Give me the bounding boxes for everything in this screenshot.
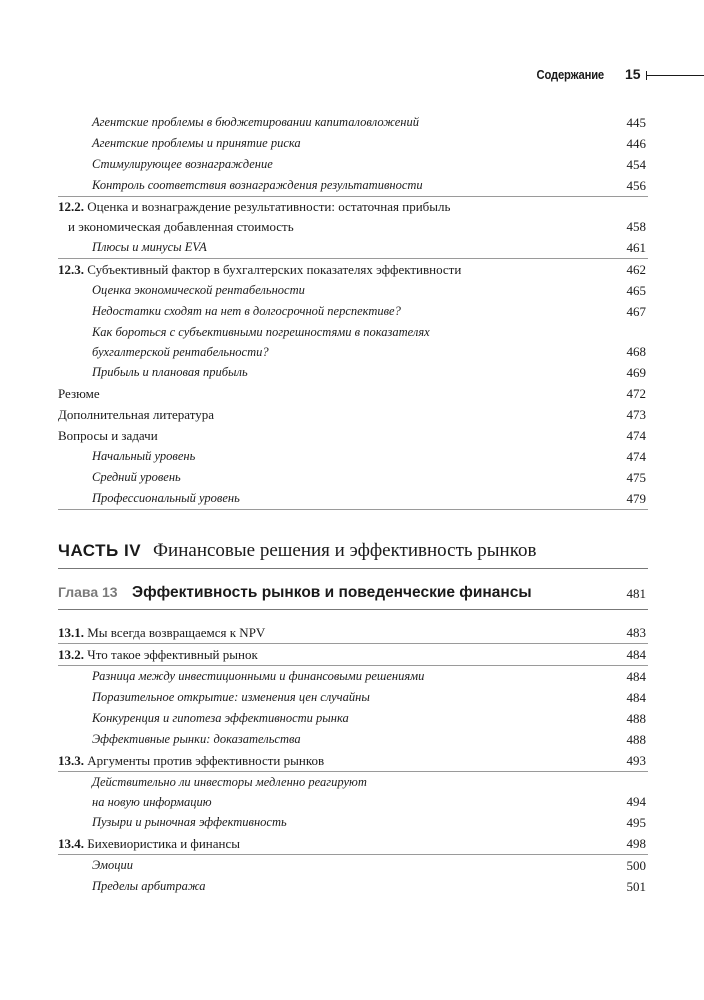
toc-entry-page: 456	[626, 178, 646, 193]
toc-entry-text: Разница между инвестиционными и финансовыми решениями	[92, 669, 425, 683]
toc-entry-title	[58, 237, 648, 258]
toc-subsection-entry	[58, 876, 648, 897]
toc-entry-page: 488	[626, 711, 646, 726]
toc-entry-page: 467	[626, 304, 646, 319]
toc-entry-title	[58, 154, 648, 175]
toc-subsection-entry	[58, 446, 648, 467]
toc-entry-title	[58, 622, 648, 643]
toc-entry-text: Профессиональный уровень	[92, 491, 240, 505]
toc-entry-text: Действительно ли инвесторы медленно реагируют	[92, 775, 367, 789]
toc-entry-page: 474	[626, 449, 646, 464]
part-label: ЧАСТЬ IV	[58, 541, 142, 560]
toc-entry-title	[58, 112, 648, 133]
toc-entry-title	[58, 259, 648, 280]
chapter-label: Глава 13	[58, 584, 118, 600]
running-header-title: Содержание	[536, 68, 604, 82]
toc-entry-page: 501	[626, 879, 646, 894]
toc-subsection-entry	[58, 666, 648, 687]
toc-entry-title	[58, 833, 648, 854]
toc-entry-text: Конкуренция и гипотеза эффективности рынка	[92, 711, 349, 725]
toc-subsection-entry	[58, 175, 648, 197]
toc-subsection-entry	[58, 467, 648, 488]
toc-entry-page: 494	[626, 794, 646, 809]
toc-entry-text: Резюме	[58, 386, 100, 401]
toc-entry-title	[58, 708, 648, 729]
toc-entry-page: 458	[626, 219, 646, 234]
toc-entry-title	[58, 666, 648, 687]
toc-section-entry	[58, 833, 648, 855]
toc-entry-page: 488	[626, 732, 646, 747]
toc-entry-text: Контроль соответствия вознаграждения результативности	[92, 178, 423, 192]
toc-entry-page: 483	[626, 625, 646, 640]
toc-entry-text: Недостатки сходят на нет в долгосрочной перспективе?	[92, 304, 401, 318]
toc-entry-text: Мы всегда возвращаемся к NPV	[87, 625, 266, 640]
toc-subsection-entry	[58, 488, 648, 510]
toc-subsection-entry	[58, 855, 648, 876]
running-header	[0, 66, 704, 86]
toc-entry-title	[58, 301, 648, 322]
toc-entry-text-continued: на новую информацию	[92, 795, 212, 809]
toc-section-entry	[58, 197, 648, 237]
toc-entry-text: Пределы арбитража	[92, 879, 206, 893]
toc-entry-page: 446	[626, 136, 646, 151]
chapter-heading	[58, 584, 648, 610]
part-title: Финансовые решения и эффективность рынков	[153, 540, 537, 561]
toc-entry-page: 473	[626, 407, 646, 422]
toc-entry	[58, 425, 648, 446]
toc-entry-title	[58, 446, 648, 467]
chapter-title: Эффективность рынков и поведенческие финансы	[132, 584, 532, 601]
toc-entry-title	[58, 280, 648, 301]
toc-entry-text: Стимулирующее вознаграждение	[92, 157, 273, 171]
toc-entry-page: 484	[626, 690, 646, 705]
toc-section-entry	[58, 622, 648, 644]
toc-entry-number: 12.3.	[58, 262, 84, 277]
toc-section-top	[58, 112, 648, 510]
toc-entry-title	[58, 425, 648, 446]
toc-entry-title	[58, 488, 648, 509]
toc-entry-text-continued: и экономическая добавленная стоимость	[68, 219, 294, 234]
toc-entry-page: 454	[626, 157, 646, 172]
toc-entry-title	[58, 772, 648, 812]
toc-entry-title	[58, 687, 648, 708]
toc-entry-title	[58, 750, 648, 771]
toc-entry-page: 465	[626, 283, 646, 298]
toc-entry-title	[58, 404, 648, 425]
toc-subsection-entry	[58, 322, 648, 362]
toc-entry-text: Пузыри и рыночная эффективность	[92, 815, 287, 829]
toc-entry-text: Начальный уровень	[92, 449, 196, 463]
toc-entry	[58, 383, 648, 404]
toc-entry-title	[58, 855, 648, 876]
toc-entry-text: Оценка и вознаграждение результативности: остаточная прибыль	[87, 199, 451, 214]
toc-entry-title	[58, 133, 648, 154]
header-rule	[646, 75, 704, 76]
toc-subsection-entry	[58, 154, 648, 175]
toc-subsection-entry	[58, 237, 648, 259]
toc-subsection-entry	[58, 133, 648, 154]
toc-entry-page: 462	[626, 262, 646, 277]
toc-entry-page: 469	[626, 365, 646, 380]
toc-subsection-entry	[58, 280, 648, 301]
toc-entry-text: Вопросы и задачи	[58, 428, 158, 443]
toc-entry-text: Как бороться с субъективными погрешностями в показателях	[92, 325, 430, 339]
toc-entry-number: 12.2.	[58, 199, 84, 214]
toc-entry-page: 474	[626, 428, 646, 443]
toc-subsection-entry	[58, 729, 648, 750]
toc-entry-page: 484	[626, 669, 646, 684]
toc-subsection-entry	[58, 772, 648, 812]
toc-entry-page: 479	[626, 491, 646, 506]
toc-entry-text: Средний уровень	[92, 470, 181, 484]
toc-entry-title	[58, 175, 648, 196]
toc-subsection-entry	[58, 301, 648, 322]
toc-section-entry	[58, 259, 648, 280]
toc-entry-title	[58, 729, 648, 750]
toc-entry-title	[58, 197, 648, 237]
toc-section-entry	[58, 644, 648, 666]
header-rule-tick	[646, 71, 647, 80]
toc-entry-page: 472	[626, 386, 646, 401]
toc-entry-text: Эмоции	[92, 858, 133, 872]
toc-entry-text: Эффективные рынки: доказательства	[92, 732, 301, 746]
toc-entry-text: Оценка экономической рентабельности	[92, 283, 305, 297]
toc-entry-page: 484	[626, 647, 646, 662]
toc-entry-text: Плюсы и минусы EVA	[92, 240, 207, 254]
toc-entry-text: Субъективный фактор в бухгалтерских показателях эффективности	[87, 262, 462, 277]
toc-entry-title	[58, 362, 648, 383]
toc-entry	[58, 404, 648, 425]
toc-entry-number: 13.2.	[58, 647, 84, 662]
toc-entry-text: Дополнительная литература	[58, 407, 214, 422]
toc-subsection-entry	[58, 362, 648, 383]
toc-entry-number: 13.1.	[58, 625, 84, 640]
toc-entry-page: 495	[626, 815, 646, 830]
toc-entry-text: Поразительное открытие: изменения цен случайны	[92, 690, 370, 704]
toc-entry-title	[58, 812, 648, 833]
toc-subsection-entry	[58, 687, 648, 708]
toc-entry-text: Прибыль и плановая прибыль	[92, 365, 248, 379]
toc-entry-page: 461	[626, 240, 646, 255]
toc-entry-text: Что такое эффективный рынок	[87, 647, 258, 662]
page-number: 15	[625, 66, 641, 82]
part-heading	[58, 540, 648, 569]
toc-section-bottom	[58, 622, 648, 897]
toc-entry-page: 498	[626, 836, 646, 851]
toc-entry-title	[58, 383, 648, 404]
toc-entry-title	[58, 322, 648, 362]
toc-entry-title	[58, 467, 648, 488]
toc-entry-page: 493	[626, 753, 646, 768]
toc-entry-page: 500	[626, 858, 646, 873]
toc-entry-number: 13.3.	[58, 753, 84, 768]
toc-subsection-entry	[58, 812, 648, 833]
toc-entry-title	[58, 876, 648, 897]
toc-entry-title	[58, 644, 648, 665]
toc-entry-text: Бихевиористика и финансы	[87, 836, 240, 851]
chapter-page: 481	[626, 586, 646, 601]
toc-entry-page: 468	[626, 344, 646, 359]
toc-subsection-entry	[58, 708, 648, 729]
toc-entry-page: 475	[626, 470, 646, 485]
toc-entry-text: Агентские проблемы и принятие риска	[92, 136, 301, 150]
toc-entry-number: 13.4.	[58, 836, 84, 851]
toc-subsection-entry	[58, 112, 648, 133]
toc-entry-text-continued: бухгалтерской рентабельности?	[92, 345, 269, 359]
toc-section-entry	[58, 750, 648, 772]
toc-entry-text: Агентские проблемы в бюджетировании капиталовложений	[92, 115, 419, 129]
toc-entry-text: Аргументы против эффективности рынков	[87, 753, 325, 768]
toc-entry-page: 445	[626, 115, 646, 130]
